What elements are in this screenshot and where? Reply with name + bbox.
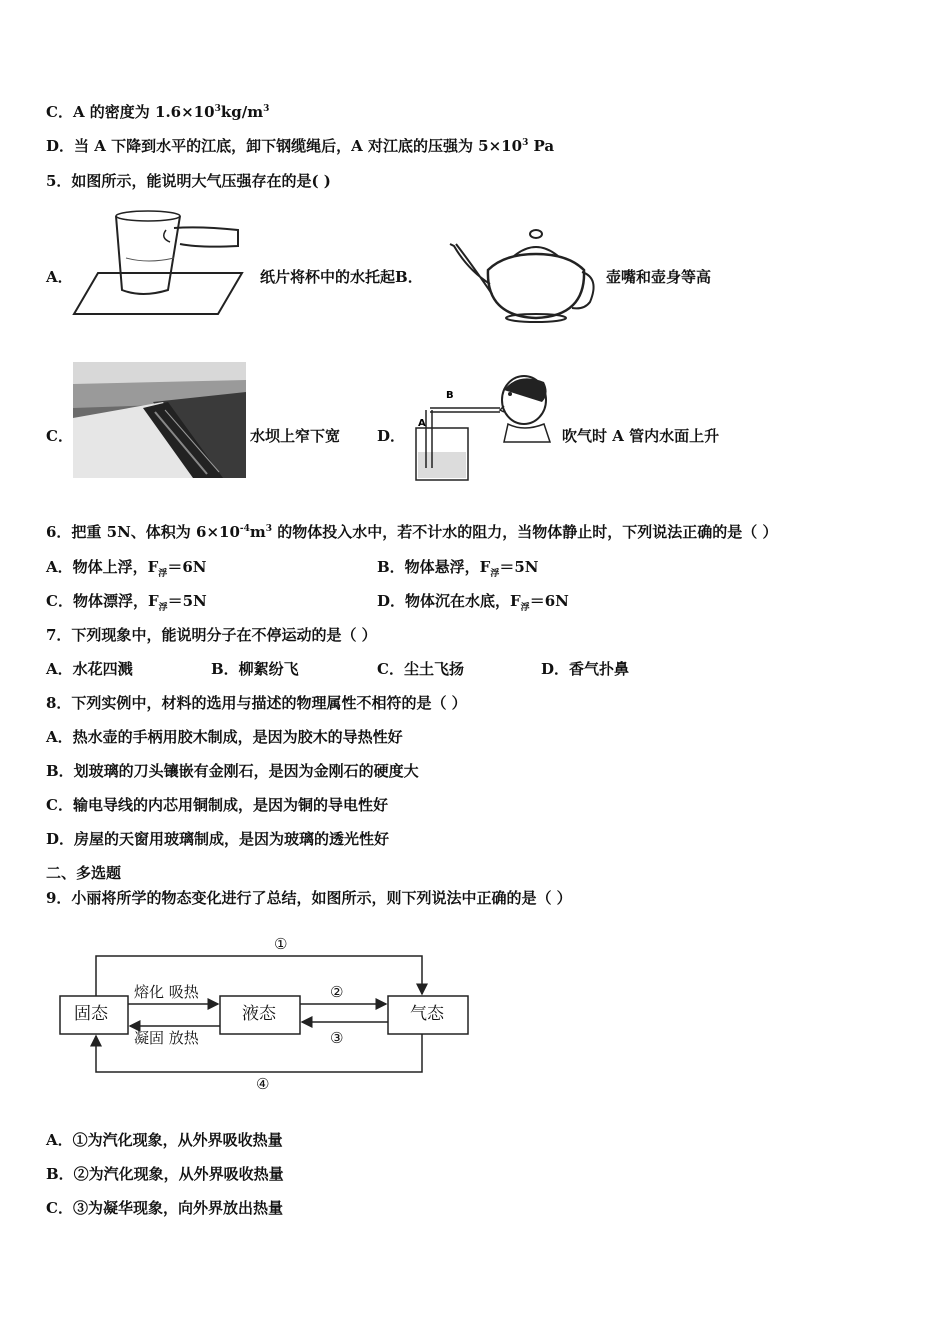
q8-stem: 8．下列实例中，材料的选用与描述的物理属性不相符的是（ ） <box>46 694 467 712</box>
q7-option-c: C．尘土飞扬 <box>377 660 464 678</box>
q5-caption-a: 纸片将杯中的水托起B． <box>260 268 423 286</box>
q6-stem: 6．把重 5N、体积为 $6\times 10^{-4}m^3$ 的物体投入水中，若不计水的阻力，当物体静止时，下列说法正确的是（ ） <box>46 523 778 541</box>
section-title-multiple-choice: 二、多选题 <box>46 864 122 882</box>
q9-option-c: C．③为凝华现象，向外界放出热量 <box>46 1199 283 1217</box>
q7-option-d: D．香气扑鼻 <box>541 660 630 678</box>
q8-option-a: A．热水壶的手柄用胶木制成，是因为胶木的导热性好 <box>46 728 403 746</box>
diagram-freezing-label: 凝固 放热 <box>134 1029 199 1047</box>
q8-option-d: D．房屋的天窗用玻璃制成，是因为玻璃的透光性好 <box>46 830 390 848</box>
diagram-num-3: ③ <box>330 1029 344 1047</box>
q5-stem: 5．如图所示，能说明大气压强存在的是( ) <box>46 172 331 190</box>
cup-paper-figure <box>70 208 246 320</box>
q7-stem: 7．下列现象中，能说明分子在不停运动的是（ ） <box>46 626 377 644</box>
q7-option-b: B．柳絮纷飞 <box>211 660 299 678</box>
diagram-num-2: ② <box>330 983 344 1001</box>
q6-option-b: B．物体悬浮，$F_浮=5N$ <box>377 558 539 579</box>
q4-option-c: C．A 的密度为 $1.6\times 10^3kg/m^3$ <box>46 103 270 121</box>
dam-photo <box>73 362 246 478</box>
q6-option-a: A．物体上浮，$F_浮=6N$ <box>46 558 207 579</box>
teapot-figure <box>448 220 598 326</box>
state-change-diagram <box>56 930 476 1093</box>
q5-caption-d: 吹气时 A 管内水面上升 <box>562 427 720 445</box>
q6-option-d: D．物体沉在水底，$F_浮=6N$ <box>377 592 569 613</box>
q5-caption-c: 水坝上窄下宽 <box>250 427 341 445</box>
tube-label-b: B <box>446 390 454 401</box>
blowing-tube-figure <box>412 372 552 484</box>
q6-option-c: C．物体漂浮，$F_浮=5N$ <box>46 592 207 613</box>
q9-option-a: A．①为汽化现象，从外界吸收热量 <box>46 1131 283 1149</box>
q9-stem: 9．小丽将所学的物态变化进行了总结，如图所示，则下列说法中正确的是（ ） <box>46 889 572 907</box>
diagram-melting-label: 熔化 吸热 <box>134 983 199 1001</box>
q5-label-d: D． <box>377 427 406 445</box>
q4-option-d: D．当 A 下降到水平的江底，卸下钢缆绳后，A 对江底的压强为 $5\times 10^3$ Pa <box>46 137 555 155</box>
diagram-liquid: 液态 <box>242 1004 276 1024</box>
diagram-num-4: ④ <box>256 1075 270 1093</box>
q9-option-b: B．②为汽化现象，从外界吸收热量 <box>46 1165 284 1183</box>
diagram-gas: 气态 <box>410 1004 444 1024</box>
q8-option-c: C．输电导线的内芯用铜制成，是因为铜的导电性好 <box>46 796 388 814</box>
diagram-num-1: ① <box>274 935 288 953</box>
tube-label-a: A <box>418 418 426 429</box>
q7-option-a: A．水花四溅 <box>46 660 133 678</box>
q8-option-b: B．划玻璃的刀头镶嵌有金刚石，是因为金刚石的硬度大 <box>46 762 419 780</box>
q5-label-a: A． <box>46 268 73 286</box>
q5-caption-b: 壶嘴和壶身等高 <box>606 268 712 286</box>
q5-label-c: C． <box>46 427 73 445</box>
diagram-solid: 固态 <box>74 1004 108 1024</box>
